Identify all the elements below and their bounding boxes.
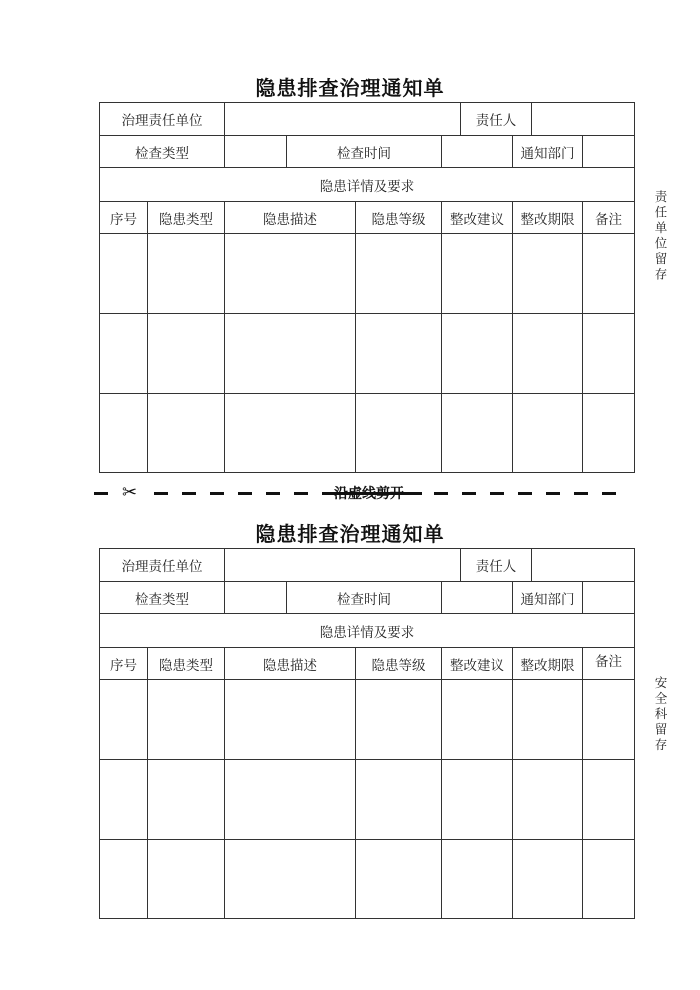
cell-suggestion[interactable] — [442, 840, 513, 919]
inspection-time-field[interactable] — [442, 136, 513, 168]
cell-level[interactable] — [356, 394, 442, 473]
inspection-type-field[interactable] — [225, 582, 287, 614]
notice-dept-label: 通知部门 — [513, 136, 583, 168]
cell-description[interactable] — [225, 680, 356, 760]
cell-level[interactable] — [356, 234, 442, 314]
notice-form-table — [99, 548, 635, 919]
table-row — [100, 760, 635, 840]
inspection-type-label: 检查类型 — [100, 136, 225, 168]
cell-remarks[interactable] — [583, 234, 635, 314]
form-title: 隐患排查治理通知单 — [255, 76, 445, 100]
col-header-level: 隐患等级 — [356, 648, 442, 680]
cell-description[interactable] — [225, 840, 356, 919]
cell-deadline[interactable] — [513, 680, 583, 760]
cell-suggestion[interactable] — [442, 760, 513, 840]
cut-line — [94, 483, 634, 503]
col-header-level: 隐患等级 — [356, 202, 442, 234]
cell-remarks[interactable] — [583, 760, 635, 840]
cell-deadline[interactable] — [513, 234, 583, 314]
col-header-remarks: 备注 — [583, 202, 635, 234]
notice-dept-field[interactable] — [583, 582, 635, 614]
cell-level[interactable] — [356, 314, 442, 394]
cell-hazard-type[interactable] — [148, 394, 225, 473]
table-row — [100, 314, 635, 394]
col-header-deadline: 整改期限 — [513, 648, 583, 680]
notice-form-table — [99, 102, 635, 473]
cell-suggestion[interactable] — [442, 234, 513, 314]
responsible-person-label: 责任人 — [461, 103, 532, 136]
cell-remarks[interactable] — [583, 314, 635, 394]
notice-dept-label: 通知部门 — [513, 582, 583, 614]
details-header: 隐患详情及要求 — [100, 614, 635, 648]
side-note-safety-copy: 安全科留存 — [653, 676, 668, 754]
inspection-time-label: 检查时间 — [287, 582, 442, 614]
cell-deadline[interactable] — [513, 314, 583, 394]
col-header-description: 隐患描述 — [225, 202, 356, 234]
cell-level[interactable] — [356, 760, 442, 840]
cell-suggestion[interactable] — [442, 314, 513, 394]
cell-seq[interactable] — [100, 840, 148, 919]
scissors-icon: ✂ — [122, 482, 138, 503]
notice-dept-field[interactable] — [583, 136, 635, 168]
side-note-unit-copy: 责任单位留存 — [653, 190, 668, 283]
responsible-unit-label: 治理责任单位 — [100, 549, 225, 582]
col-header-hazard-type: 隐患类型 — [148, 202, 225, 234]
col-header-suggestion: 整改建议 — [442, 202, 513, 234]
col-header-seq: 序号 — [100, 648, 148, 680]
table-row — [100, 680, 635, 760]
cell-hazard-type[interactable] — [148, 680, 225, 760]
responsible-unit-label: 治理责任单位 — [100, 103, 225, 136]
col-header-description: 隐患描述 — [225, 648, 356, 680]
cut-line-label: 沿虚线剪开 — [334, 486, 404, 502]
responsible-person-label: 责任人 — [461, 549, 532, 582]
responsible-unit-field[interactable] — [225, 103, 461, 136]
responsible-unit-field[interactable] — [225, 549, 461, 582]
cell-hazard-type[interactable] — [148, 314, 225, 394]
table-row — [100, 394, 635, 473]
cell-seq[interactable] — [100, 234, 148, 314]
cell-hazard-type[interactable] — [148, 234, 225, 314]
responsible-person-field[interactable] — [532, 549, 635, 582]
cell-seq[interactable] — [100, 760, 148, 840]
col-header-seq: 序号 — [100, 202, 148, 234]
inspection-type-field[interactable] — [225, 136, 287, 168]
col-header-remarks: 备注 — [583, 648, 635, 680]
col-header-deadline: 整改期限 — [513, 202, 583, 234]
cell-deadline[interactable] — [513, 760, 583, 840]
cell-level[interactable] — [356, 680, 442, 760]
cell-suggestion[interactable] — [442, 394, 513, 473]
cell-level[interactable] — [356, 840, 442, 919]
cell-remarks[interactable] — [583, 840, 635, 919]
table-row — [100, 840, 635, 919]
cell-suggestion[interactable] — [442, 680, 513, 760]
cell-description[interactable] — [225, 760, 356, 840]
cell-deadline[interactable] — [513, 840, 583, 919]
cell-remarks[interactable] — [583, 680, 635, 760]
table-row — [100, 234, 635, 314]
col-header-hazard-type: 隐患类型 — [148, 648, 225, 680]
inspection-time-field[interactable] — [442, 582, 513, 614]
responsible-person-field[interactable] — [532, 103, 635, 136]
cell-hazard-type[interactable] — [148, 840, 225, 919]
cell-hazard-type[interactable] — [148, 760, 225, 840]
cell-remarks[interactable] — [583, 394, 635, 473]
inspection-time-label: 检查时间 — [287, 136, 442, 168]
cell-description[interactable] — [225, 394, 356, 473]
col-header-suggestion: 整改建议 — [442, 648, 513, 680]
cell-seq[interactable] — [100, 680, 148, 760]
cell-deadline[interactable] — [513, 394, 583, 473]
cell-seq[interactable] — [100, 394, 148, 473]
form-title: 隐患排查治理通知单 — [255, 522, 445, 546]
inspection-type-label: 检查类型 — [100, 582, 225, 614]
details-header: 隐患详情及要求 — [100, 168, 635, 202]
cell-seq[interactable] — [100, 314, 148, 394]
cell-description[interactable] — [225, 314, 356, 394]
cell-description[interactable] — [225, 234, 356, 314]
